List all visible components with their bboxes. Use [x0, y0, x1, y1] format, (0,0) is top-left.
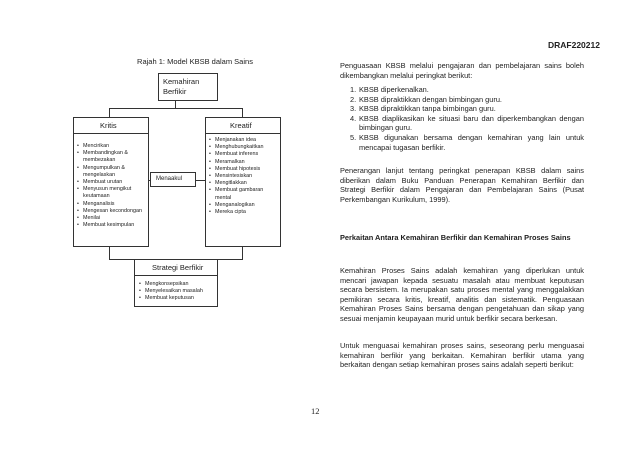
stage-number: 1.: [350, 85, 357, 94]
stage-text: KBSB digunakan bersama dengan kemahiran yang lain untuk mencapai tugasan berfikir.: [359, 132, 584, 152]
stage-list: [340, 85, 584, 152]
connector-line: [175, 101, 176, 108]
strategi-item: • Menyelesaikan masalah: [139, 288, 217, 295]
stage-item: [340, 133, 584, 152]
kreatif-item: • Menghubungkaitkan: [209, 144, 279, 151]
paragraph-menguasai: Untuk menguasai kemahiran proses sains, seseorang perlu menguasai kemahiran berfikir yang berkaitan. Kemahiran berfikir utama yang berkaitan dengan setiap kemahiran proses sains adalah seperti berikut:: [340, 341, 584, 370]
kritis-title: Kritis: [100, 121, 117, 130]
connector-line: [109, 259, 134, 260]
strategi-title: Strategi Berfikir: [152, 263, 204, 272]
kritis-item: • Membuat urutan: [77, 179, 147, 186]
kreatif-item: • Mengitlakkan: [209, 180, 279, 187]
kemahiran-berfikir-box: [158, 73, 218, 101]
stage-item: [340, 85, 584, 95]
section-heading: Perkaitan Antara Kemahiran Berfikir dan Kemahiran Proses Sains: [340, 233, 571, 242]
stage-text: KBSB diperkenalkan.: [359, 85, 429, 94]
kreatif-item: • Menganalogikan: [209, 202, 279, 209]
stage-item: [340, 104, 584, 114]
kreatif-item: • Mereka cipta: [209, 209, 279, 216]
paragraph-intro: Penguasaan KBSB melalui pengajaran dan pembelajaran sains boleh dikembangkan melalui peringkat berikut:: [340, 61, 584, 80]
strategi-item: • Mengkonsepsikan: [139, 281, 217, 288]
stage-item: [340, 114, 584, 133]
kreatif-item: • Meramalkan: [209, 159, 279, 166]
kritis-item: • Menyusun mengikut keutamaan: [77, 186, 147, 200]
stage-number: 5.: [350, 132, 357, 142]
top-box-line2: Berfikir: [163, 87, 187, 96]
connector-line: [109, 108, 243, 109]
connector-line: [242, 247, 243, 259]
kritis-item: • Mengumpulkan & mengelaskan: [77, 165, 147, 179]
stage-text: KBSB diaplikasikan ke situasi baru dan diperkembangkan dengan bimbingan guru.: [359, 113, 584, 133]
stage-number: 4.: [350, 113, 357, 123]
kreatif-item: • Mensintesiskan: [209, 173, 279, 180]
kritis-item: • Mencirikan: [77, 143, 147, 150]
draft-label: DRAF220212: [548, 40, 600, 50]
kritis-box: [73, 117, 149, 247]
stage-item: [340, 95, 584, 105]
connector-line: [218, 259, 243, 260]
kritis-item: • Mengesan kecondongan: [77, 208, 147, 215]
stage-number: 2.: [350, 94, 357, 104]
stage-number: 3.: [350, 104, 357, 114]
menaakul-label: Menaakul: [156, 176, 183, 182]
kritis-item: • Membandingkan & membezakan: [77, 150, 147, 164]
figure-title: Rajah 1: Model KBSB dalam Sains: [137, 57, 253, 66]
stage-text: KBSB dipraktikkan tanpa bimbingan guru.: [359, 104, 496, 114]
kreatif-item: • Membuat hipotesis: [209, 166, 279, 173]
menaakul-box: [150, 172, 196, 187]
kreatif-item: • Menjanakan idea: [209, 137, 279, 144]
stage-text: KBSB dipraktikkan dengan bimbingan guru.: [359, 94, 502, 104]
kritis-item: • Menilai: [77, 215, 147, 222]
strategi-item: • Membuat keputusan: [139, 295, 217, 302]
paragraph-kps: Kemahiran Proses Sains adalah kemahiran yang diperlukan untuk mencari jawapan kepada sesuatu masalah atau membuat keputusan secara bersistem. Ia merupakan satu proses mental yang menggalakkan pemikiran secara kritis, kreatif, analitis dan sistematik. Penguasaan Kemahiran Proses Sains bersama dengan pengetahuan dan sikap yang sesuai menjamin keupayaan murid untuk berfikir secara berkesan.: [340, 266, 584, 323]
connector-line: [109, 247, 110, 259]
connector-line: [242, 108, 243, 117]
kreatif-item: • Membuat gambaran mental: [209, 187, 279, 201]
page-number: 12: [311, 406, 320, 416]
kreatif-title: Kreatif: [230, 121, 252, 130]
paragraph-penerangan: Penerangan lanjut tentang peringkat penerapan KBSB dalam sains diberikan dalam Buku Panduan Penerapan Kemahiran Berfikir dan Strategi Berfikir dalam Pengajaran dan Pembelajaran Sains (Pusat Perkembangan Kurikulum, 1999).: [340, 166, 584, 204]
kritis-item: • Membuat kesimpulan: [77, 222, 147, 229]
connector-line: [109, 108, 110, 117]
strategi-box: [134, 259, 218, 307]
kreatif-item: • Membuat inferens: [209, 151, 279, 158]
kreatif-box: [205, 117, 281, 247]
top-box-line1: Kemahiran: [163, 77, 200, 86]
kritis-item: • Menganalisis: [77, 201, 147, 208]
